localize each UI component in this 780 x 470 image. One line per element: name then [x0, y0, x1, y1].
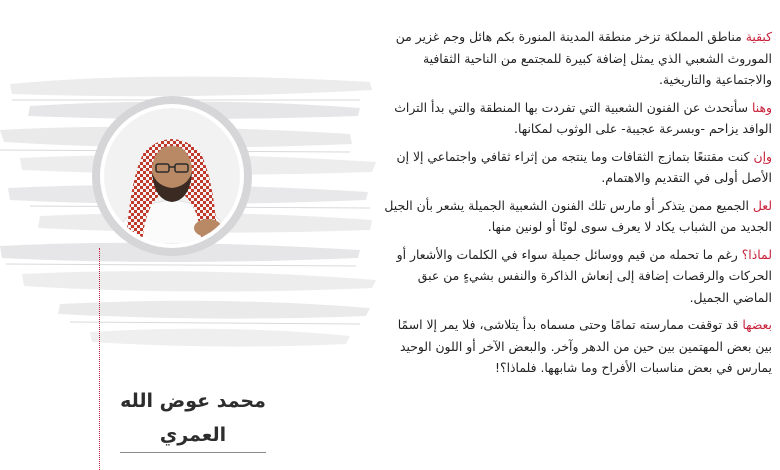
- paragraph-1: [382, 26, 772, 91]
- paragraph-lead-word: لماذا؟: [741, 246, 772, 262]
- paragraph-text: الجميع ممن يتذكر أو مارس تلك الفنون الشعبية الجميلة يشعر بأن الجيل الجديد من الشباب يكاد لا يعرف سوى لونًا أو لونين منها.: [384, 197, 772, 234]
- paragraph-text: سأتحدث عن الفنون الشعبية التي تفردت بها المنطقة والتي بدأ التراث الوافد يزاحم -وبسرعة عجيبة- على الوثوب لمكانها.: [394, 99, 772, 136]
- author-name-line1: محمد عوض الله: [120, 390, 266, 412]
- paragraph-lead-word: بعضها: [742, 317, 772, 332]
- dotted-red-divider: [99, 248, 100, 470]
- paragraph-2: [382, 97, 772, 140]
- author-photo: [104, 108, 240, 244]
- paragraph-lead-word: كبقية: [745, 29, 772, 44]
- paragraph-3: [382, 146, 772, 189]
- paragraph-text: قد توقفت ممارسته تمامًا وحتى مسماه بدأ يتلاشى، فلا يمر إلا اسمًا بين بعض المهتمين بين حين من الدهر وآخر. والبعض الآخر أو اللون الوحيد يمارس في بعض مناسبات الأفراح وما شابهها. فلماذا؟!: [397, 317, 772, 375]
- paragraph-text: كنت مقتنعًا بتمازج الثقافات وما ينتجه من إثراء ثقافي واجتماعي إلا إن الأصل أولى في التقديم والاهتمام.: [396, 148, 772, 185]
- paragraph-lead-word: وهنا: [751, 99, 772, 115]
- paragraph-lead-word: وإن: [753, 148, 772, 164]
- author-name: [118, 384, 268, 452]
- paragraph-text: رغم ما تحمله من قيم ووسائل جميلة سواء في الكلمات والأشعار أو الحركات والرقصات إضافة إلى إنعاش الذاكرة والنفس بشيءٍ من عبق الماضي الجميل.: [396, 246, 772, 305]
- paragraph-lead-word: لعل: [752, 197, 772, 213]
- author-name-underline: [120, 452, 266, 453]
- paragraph-4: [382, 195, 772, 238]
- author-name-line2: العمري: [159, 424, 227, 446]
- paragraph-text: مناطق المملكة تزخر منطقة المدينة المنورة بكم هائل وجم غزير من الموروث الشعبي الذي يمثل إضافة كبيرة للمجتمع من الناحية الثقافية والاجتماعية والتاريخية.: [395, 29, 772, 87]
- paragraph-5: [382, 244, 772, 309]
- paragraph-6: [382, 314, 772, 379]
- article-body: [382, 26, 772, 385]
